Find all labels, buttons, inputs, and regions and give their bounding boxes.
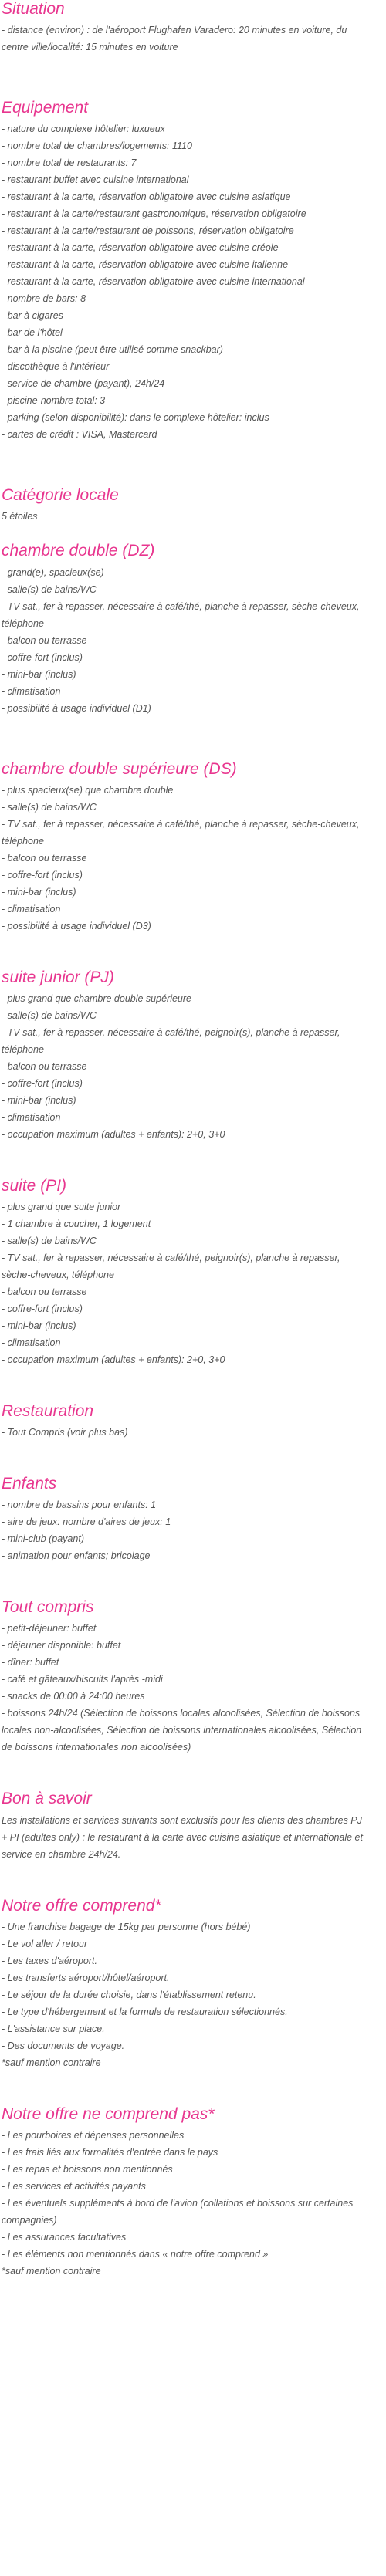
info-line: - climatisation xyxy=(2,1337,61,1348)
info-line: - nombre total de chambres/logements: 1110 xyxy=(2,140,192,152)
section-title: chambre double (DZ) xyxy=(2,542,155,560)
section-chambre-double xyxy=(2,542,363,716)
section-title: chambre double supérieure (DS) xyxy=(2,759,237,778)
info-line: - plus grand que chambre double supérieure xyxy=(2,992,191,1004)
info-line: - plus grand que suite junior xyxy=(2,1201,121,1212)
info-line: - bar de l'hôtel xyxy=(2,327,63,339)
section-enfants xyxy=(2,1475,363,1564)
section-title: Bon à savoir xyxy=(2,1790,92,1808)
info-line: - restaurant à la carte, réservation obligatoire avec cuisine créole xyxy=(2,242,279,254)
info-line: - 1 chambre à coucher, 1 logement xyxy=(2,1218,151,1229)
info-line: - animation pour enfants; bricolage xyxy=(2,1550,151,1562)
section-categorie-locale xyxy=(2,486,363,525)
info-line: - Les transferts aéroport/hôtel/aéroport. xyxy=(2,1972,170,1983)
info-line: - snacks de 00:00 à 24:00 heures xyxy=(2,1691,145,1702)
info-line: - mini-bar (inclus) xyxy=(2,886,76,898)
info-line: - déjeuner disponible: buffet xyxy=(2,1640,121,1651)
info-line: - L'assistance sur place. xyxy=(2,2023,105,2034)
info-line: - Les pourboires et dépenses personnelles xyxy=(2,2129,185,2141)
info-line: - Les éléments non mentionnés dans « notre offre comprend » xyxy=(2,2248,269,2260)
footnote: *sauf mention contraire xyxy=(2,2057,101,2068)
info-line: - restaurant buffet avec cuisine international xyxy=(2,174,189,186)
info-line: - TV sat., fer à repasser, nécessaire à café/thé, planche à repasser, sèche-cheveux, téléphone xyxy=(2,818,360,847)
section-title: suite junior (PJ) xyxy=(2,968,114,986)
section-title: Notre offre comprend* xyxy=(2,1896,161,1915)
info-line: - restaurant à la carte/restaurant gastronomique, réservation obligatoire xyxy=(2,208,306,220)
info-line: - occupation maximum (adultes + enfants): 2+0, 3+0 xyxy=(2,1128,225,1140)
info-line: - restaurant à la carte/restaurant de poissons, réservation obligatoire xyxy=(2,225,294,237)
section-title: Catégorie locale xyxy=(2,486,119,505)
info-line: - balcon ou terrasse xyxy=(2,1286,87,1297)
info-line: - possibilité à usage individuel (D1) xyxy=(2,702,151,714)
info-line: - Tout Compris (voir plus bas) xyxy=(2,1427,128,1438)
info-line: - climatisation xyxy=(2,903,61,914)
info-line: - mini-bar (inclus) xyxy=(2,1320,76,1331)
info-paragraph: Les installations et services suivants sont exclusifs pour les clients des chambres PJ + PI (adultes only) : le restaurant à la carte avec cuisine asiatique et internationale et service en chambre 24h/24. xyxy=(2,1814,363,1860)
info-line: - restaurant à la carte, réservation obligatoire avec cuisine italienne xyxy=(2,259,289,271)
section-title: Restauration xyxy=(2,1401,94,1420)
info-line: - restaurant à la carte, réservation obligatoire avec cuisine asiatique xyxy=(2,191,291,203)
info-line: 5 étoiles xyxy=(2,511,38,522)
info-line: - bar à cigares xyxy=(2,310,63,322)
info-line: - Les frais liés aux formalités d'entrée dans le pays xyxy=(2,2146,218,2158)
info-line: - possibilité à usage individuel (D3) xyxy=(2,920,151,931)
info-line: - nombre total de restaurants: 7 xyxy=(2,157,137,169)
info-line: - boissons 24h/24 (Sélection de boissons locales alcoolisées, Sélection de boissons locales non-alcoolisées, Sélection de boissons internationales alcoolisées, Sélection de boissons internationales non alcoolisées) xyxy=(2,1708,362,1753)
section-restauration xyxy=(2,1402,363,1441)
info-line: - Les repas et boissons non mentionnés xyxy=(2,2163,173,2175)
info-line: - discothèque à l'intérieur xyxy=(2,361,110,373)
section-title: Enfants xyxy=(2,1475,57,1493)
info-line: - salle(s) de bains/WC xyxy=(2,1009,96,1021)
info-line: - parking (selon disponibilité): dans le complexe hôtelier: inclus xyxy=(2,412,269,424)
info-line: - restaurant à la carte, réservation obligatoire avec cuisine international xyxy=(2,276,305,288)
info-line: - salle(s) de bains/WC xyxy=(2,583,96,595)
info-line: - balcon ou terrasse xyxy=(2,852,87,864)
section-title: Situation xyxy=(2,0,65,18)
info-line: - plus spacieux(se) que chambre double xyxy=(2,784,174,796)
section-offre-comprend xyxy=(2,1897,363,2071)
section-title: Tout compris xyxy=(2,1598,94,1617)
info-line: - piscine-nombre total: 3 xyxy=(2,395,106,407)
info-line: - mini-club (payant) xyxy=(2,1533,84,1545)
info-line: - aire de jeux: nombre d'aires de jeux: 1 xyxy=(2,1516,171,1528)
info-line: - balcon ou terrasse xyxy=(2,634,87,646)
info-line: - TV sat., fer à repasser, nécessaire à café/thé, peignoir(s), planche à repasser, téléphone xyxy=(2,1026,340,1055)
info-line: - distance (environ) : de l'aéroport Flughafen Varadero: 20 minutes en voiture, du centre ville/localité: 15 minutes en voiture xyxy=(2,25,347,53)
info-line: - Les assurances facultatives xyxy=(2,2231,127,2243)
info-line: - balcon ou terrasse xyxy=(2,1060,87,1072)
info-line: - dîner: buffet xyxy=(2,1657,59,1668)
section-equipement xyxy=(2,99,363,443)
info-line: - mini-bar (inclus) xyxy=(2,668,76,680)
info-line: - cartes de crédit : VISA, Mastercard xyxy=(2,429,157,441)
info-line: - Le type d'hébergement et la formule de restauration sélectionnés. xyxy=(2,2006,288,2017)
info-line: - grand(e), spacieux(se) xyxy=(2,566,104,578)
info-line: - nombre de bars: 8 xyxy=(2,293,86,305)
section-suite-junior xyxy=(2,969,363,1143)
info-line: - coffre-fort (inclus) xyxy=(2,1077,83,1089)
section-situation xyxy=(2,0,363,56)
info-line: - Les éventuels suppléments à bord de l'avion (collations et boissons sur certaines compagnies) xyxy=(2,2197,354,2226)
info-line: - bar à la piscine (peut être utilisé comme snackbar) xyxy=(2,344,223,356)
section-title: Equipement xyxy=(2,99,89,117)
info-line: - coffre-fort (inclus) xyxy=(2,651,83,663)
info-line: - Le vol aller / retour xyxy=(2,1938,88,1949)
section-chambre-double-superieure xyxy=(2,760,363,935)
info-line: - mini-bar (inclus) xyxy=(2,1094,76,1106)
info-line: - nombre de bassins pour enfants: 1 xyxy=(2,1499,157,1511)
info-line: - climatisation xyxy=(2,685,61,697)
info-line: - service de chambre (payant), 24h/24 xyxy=(2,378,165,390)
section-title: suite (PI) xyxy=(2,1176,67,1195)
info-line: - salle(s) de bains/WC xyxy=(2,1235,96,1246)
info-line: - Les taxes d'aéroport. xyxy=(2,1955,97,1966)
info-line: - TV sat., fer à repasser, nécessaire à café/thé, peignoir(s), planche à repasser, sèche-cheveux, téléphone xyxy=(2,1252,340,1280)
info-line: - TV sat., fer à repasser, nécessaire à café/thé, planche à repasser, sèche-cheveux, téléphone xyxy=(2,600,360,629)
info-line: - café et gâteaux/biscuits l'après -midi xyxy=(2,1674,163,1685)
info-line: - petit-déjeuner: buffet xyxy=(2,1623,96,1635)
info-line: - occupation maximum (adultes + enfants): 2+0, 3+0 xyxy=(2,1354,225,1365)
info-line: - Une franchise bagage de 15kg par personne (hors bébé) xyxy=(2,1921,251,1932)
section-suite xyxy=(2,1177,363,1368)
info-line: - Des documents de voyage. xyxy=(2,2040,125,2051)
footnote: *sauf mention contraire xyxy=(2,2265,101,2277)
section-bon-a-savoir xyxy=(2,1790,363,1862)
section-tout-compris xyxy=(2,1598,363,1756)
section-offre-ne-comprend-pas xyxy=(2,2105,363,2280)
info-line: - Le séjour de la durée choisie, dans l'établissement retenu. xyxy=(2,1989,256,2000)
info-line: - coffre-fort (inclus) xyxy=(2,1303,83,1314)
info-line: - Les services et activités payants xyxy=(2,2180,146,2192)
info-line: - salle(s) de bains/WC xyxy=(2,801,96,813)
section-title: Notre offre ne comprend pas* xyxy=(2,2104,215,2123)
info-line: - coffre-fort (inclus) xyxy=(2,869,83,881)
info-line: - nature du complexe hôtelier: luxueux xyxy=(2,123,165,135)
info-line: - climatisation xyxy=(2,1111,61,1123)
